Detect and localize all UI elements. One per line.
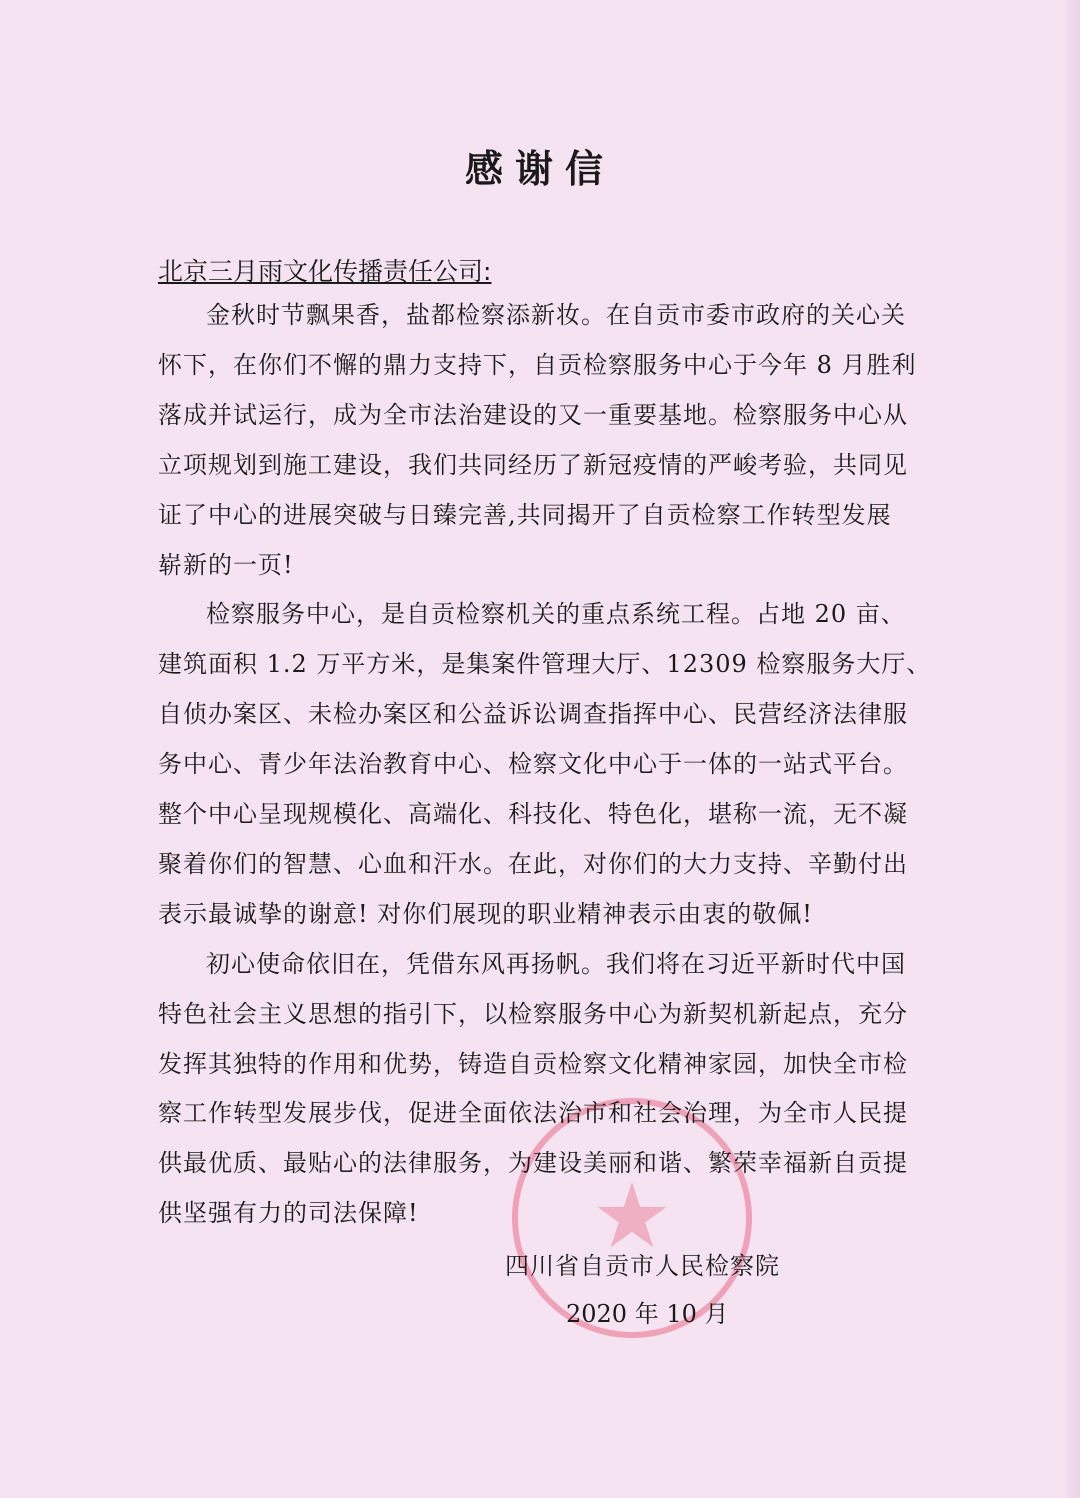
paragraph-line: 建筑面积 1.2 万平方米，是集案件管理大厅、12309 检察服务大厅、: [158, 650, 932, 679]
paragraph-line: 金秋时节飘果香，盐都检察添新妆。在自贡市委市政府的关心关: [206, 301, 906, 329]
paper-edge: [1066, 0, 1080, 1498]
paragraph-line: 证了中心的进展突破与日臻完善,共同揭开了自贡检察工作转型发展: [158, 500, 892, 529]
paragraph-line: 怀下，在你们不懈的鼎力支持下，自贡检察服务中心于今年 8 月胜利: [158, 350, 917, 379]
paragraph-line: 聚着你们的智慧、心血和汗水。在此，对你们的大力支持、辛勤付出: [158, 849, 908, 878]
date: 2020 年 10 月: [566, 1300, 729, 1328]
document-title: 感谢信: [464, 146, 615, 191]
paragraph-line: 立项规划到施工建设，我们共同经历了新冠疫情的严峻考验，共同见: [158, 450, 908, 479]
paragraph-line: 落成并试运行，成为全市法治建设的又一重要基地。检察服务中心从: [158, 400, 908, 429]
paragraph-line: 整个中心呈现规模化、高端化、科技化、特色化，堪称一流，无不凝: [158, 800, 908, 828]
paragraph-line: 供最优质、最贴心的法律服务，为建设美丽和谐、繁荣幸福新自贡提: [158, 1149, 908, 1178]
paragraph-line: 自侦办案区、未检办案区和公益诉讼调查指挥中心、民营经济法律服: [158, 700, 908, 729]
salutation: 北京三月雨文化传播责任公司:: [158, 257, 492, 286]
seal-emblem-icon: ★: [591, 1164, 673, 1269]
paragraph-line: 发挥其独特的作用和优势，铸造自贡检察文化精神家园，加快全市检: [158, 1049, 908, 1078]
paragraph-line: 务中心、青少年法治教育中心、检察文化中心于一体的一站式平台。: [158, 750, 908, 779]
paragraph-line: 崭新的一页!: [158, 550, 294, 579]
signature: 四川省自贡市人民检察院: [505, 1252, 780, 1280]
paragraph-line: 检察服务中心，是自贡检察机关的重点系统工程。占地 20 亩、: [206, 600, 906, 629]
paragraph-line: 表示最诚挚的谢意! 对你们展现的职业精神表示由衷的敬佩!: [158, 899, 813, 928]
paragraph-line: 初心使命依旧在，凭借东风再扬帆。我们将在习近平新时代中国: [206, 949, 906, 978]
paragraph-line: 供坚强有力的司法保障!: [158, 1199, 419, 1228]
paragraph-line: 察工作转型发展步伐，促进全面依法治市和社会治理，为全市人民提: [158, 1099, 908, 1128]
paragraph-line: 特色社会主义思想的指引下，以检察服务中心为新契机新起点，充分: [158, 999, 908, 1028]
